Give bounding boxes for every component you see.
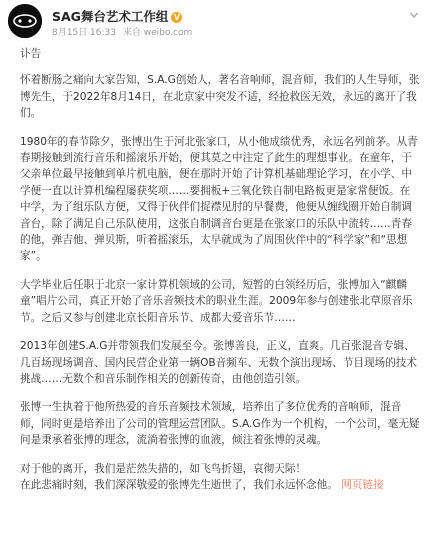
post-title: 讣告 [20,48,42,60]
verified-badge-icon: V [171,12,182,23]
post-body [20,46,420,502]
post-header [8,4,421,40]
paragraph-career: 大学毕业后任职于北京一家计算机领域的公司，短暂的白领经历后，张博加入“麒麟童”唱片公司，真正开始了音乐音频技术的职业生涯。2009年参与创建张北草原音乐节。之后又参与创建北京长阳音乐节、成都大爱音乐节…… [20,278,413,324]
post-source: 来自 weibo.com [122,28,193,38]
author-name[interactable] [52,7,182,25]
sag-logo-icon[interactable] [8,4,42,38]
paragraph-legacy: 张博一生执着于他所热爱的音乐音频技术领域，培养出了多位优秀的音响师，混音师，同时更是培养出了公司的管理运营团队。S.A.G作为一个机构，一个公司，毫无疑问是秉承着张博的理念，流淌着张博的血液，倾注着张博的灵魂。 [20,401,420,447]
post-date[interactable]: 8月15日 16:33 [52,28,116,38]
paragraph-early-life: 1980年的春节除夕，张博出生于河北张家口，从小他成绩优秀，永远名列前茅。从青春期接触到流行音乐和摇滚乐开始，便其莫之中注定了此生的理想事业。在童年，于父亲单位最早接触到单片机电脑，便在那时开始了计算机基础理论学习，在小学、中学便一直以计算机编程屡获奖项……要拥板+三氧化铁自制电路板更是家常便饭。在中学，为了组乐队方便，又得于伙伴们捉襟见肘的早餐费，他便从缠线圈开始自制调音台，除了满足自己乐队使用，这张自制调音台更是在张家口的乐队中流转……青春的他，弹吉他、弹贝斯，听着摇滚乐，太早就成为了周围伙伴中的“科学家”和“思想家”。 [20,135,418,263]
chevron-down-icon[interactable] [409,10,419,20]
author-name-text[interactable]: SAG舞台艺术工作组 [52,9,169,24]
post-meta [52,25,196,38]
farewell-text: 对于他的离开，我们是茫然失措的，如飞鸟折翅，哀彻天际！ [20,462,307,475]
paragraph-farewell [20,461,420,494]
paragraph-opening: 怀着断肠之痛向大家告知，S.A.G创始人，著名音响师，混音师，我们的人生导师，张博先生，于2022年8月14日，在北京家中突发不适，经抢救医无效，永远的离开了我们。 [20,74,420,120]
source-link[interactable]: 网页链接 [341,478,384,491]
closing-text: 在此悲痛时刻，我们深深敬爱的张博先生逝世了，我们永远怀念他。 [20,478,338,491]
paragraph-sag-founding: 2013年创建S.A.G并带领我们发展至今。张博善良，正义，直爽。几百张混音专辑、几百场现场调音、国内民营企业第一辆OB音频车、无数个演出现场、节目现场的技术挑战……无数个和音乐制作相关的创新传奇，由他创造引领。 [20,340,417,385]
